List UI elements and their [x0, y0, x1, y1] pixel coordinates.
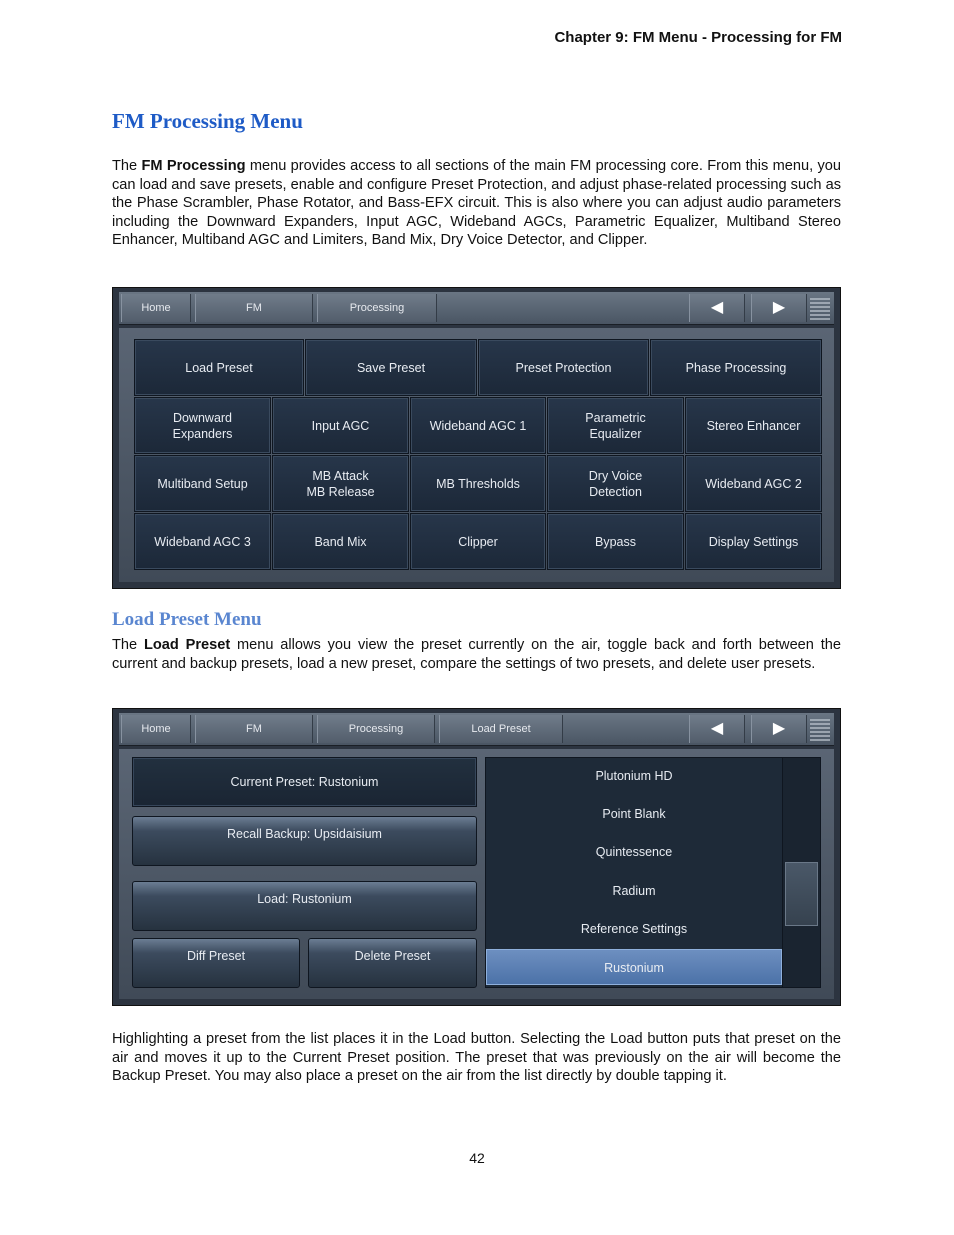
wideband-agc-1-button[interactable]: Wideband AGC 1 — [410, 397, 546, 454]
menu-lines-icon[interactable] — [810, 719, 830, 741]
button-grid-area — [119, 328, 834, 582]
load-preset-paragraph — [112, 636, 841, 673]
highlighting-paragraph: Highlighting a preset from the list places it in the Load button. Selecting the Load button puts that preset on the air and moves it up to the Current Preset position. The preset that was previously on the air will become the Backup Preset. You may also place a preset on the air from the list directly by double tapping it. — [112, 1031, 841, 1085]
wideband-agc-3-button[interactable]: Wideband AGC 3 — [134, 513, 271, 570]
para-bold: FM Processing — [141, 158, 246, 174]
load-button[interactable]: Load: Rustonium — [132, 881, 477, 931]
fm-processing-menu-heading: FM Processing Menu — [112, 109, 303, 133]
input-agc-button[interactable]: Input AGC — [272, 397, 409, 454]
forward-arrow-icon[interactable]: ▶ — [751, 294, 807, 322]
page-number: 42 — [469, 1150, 485, 1166]
list-item[interactable]: Point Blank — [602, 807, 666, 821]
scrollbar[interactable] — [782, 758, 820, 987]
clipper-button[interactable]: Clipper — [410, 513, 546, 570]
nav-bar — [119, 713, 834, 746]
back-arrow-icon[interactable]: ◀ — [689, 715, 745, 743]
preset-list[interactable] — [485, 757, 821, 988]
para-text: menu allows you view the preset currently on the air, toggle back and forth between the current and backup presets, load a new preset, compare the settings of two presets, and delete user presets. — [112, 637, 841, 672]
fm-processing-screenshot — [112, 287, 841, 589]
back-arrow-icon[interactable]: ◀ — [689, 294, 745, 322]
para-bold: Load Preset — [143, 637, 231, 653]
preset-protection-button[interactable]: Preset Protection — [478, 339, 649, 396]
nav-load-preset-tab[interactable]: Load Preset — [439, 715, 563, 743]
list-item[interactable]: Radium — [612, 884, 656, 898]
forward-arrow-icon[interactable]: ▶ — [751, 715, 807, 743]
mb-thresholds-button[interactable]: MB Thresholds — [410, 455, 546, 512]
delete-preset-button[interactable]: Delete Preset — [308, 938, 477, 988]
list-item-selected[interactable]: Rustonium — [486, 949, 782, 985]
fm-processing-paragraph — [112, 157, 841, 250]
downward-expanders-button[interactable]: Downward Expanders — [134, 397, 271, 454]
display-settings-button[interactable]: Display Settings — [685, 513, 822, 570]
parametric-equalizer-button[interactable]: Parametric Equalizer — [547, 397, 684, 454]
nav-fm-tab[interactable]: FM — [195, 715, 313, 743]
load-preset-area — [119, 749, 834, 999]
nav-bar — [119, 292, 834, 325]
list-item[interactable]: Plutonium HD — [595, 769, 673, 783]
chapter-header: Chapter 9: FM Menu - Processing for FM — [554, 29, 842, 46]
scrollbar-thumb[interactable] — [785, 862, 818, 926]
mb-attack-release-button[interactable]: MB Attack MB Release — [272, 455, 409, 512]
nav-processing-tab[interactable]: Processing — [317, 715, 435, 743]
list-item[interactable]: Reference Settings — [580, 922, 688, 936]
nav-home-tab[interactable]: Home — [121, 294, 191, 322]
current-preset-display: Current Preset: Rustonium — [132, 757, 477, 807]
save-preset-button[interactable]: Save Preset — [305, 339, 477, 396]
para-text: The — [112, 637, 144, 653]
band-mix-button[interactable]: Band Mix — [272, 513, 409, 570]
para-text: menu provides access to all sections of the main FM processing core. From this menu, you can load and save presets, enable and configure Preset Protection, and adjust phase-related processing such as the Phase Scrambler, Phase Rotator, and Bass-EFX circuit. This is also where you can adjust audio parameters including the Downward Expanders, Input AGC, Wideband AGCs, Parametric Equalizer, Multiband Stereo Enhancer, Multiband AGC and Limiters, Band Mix, Dry Voice Detector, and Clipper. — [112, 158, 842, 249]
load-preset-button[interactable]: Load Preset — [134, 339, 304, 396]
nav-processing-tab[interactable]: Processing — [317, 294, 437, 322]
diff-preset-button[interactable]: Diff Preset — [132, 938, 300, 988]
bypass-button[interactable]: Bypass — [547, 513, 684, 570]
stereo-enhancer-button[interactable]: Stereo Enhancer — [685, 397, 822, 454]
nav-fm-tab[interactable]: FM — [195, 294, 313, 322]
dry-voice-detection-button[interactable]: Dry Voice Detection — [547, 455, 684, 512]
recall-backup-button[interactable]: Recall Backup: Upsidaisium — [132, 816, 477, 866]
load-preset-menu-heading: Load Preset Menu — [112, 609, 262, 630]
load-preset-screenshot — [112, 708, 841, 1006]
list-item[interactable]: Quintessence — [595, 845, 673, 859]
phase-processing-button[interactable]: Phase Processing — [650, 339, 822, 396]
wideband-agc-2-button[interactable]: Wideband AGC 2 — [685, 455, 822, 512]
nav-home-tab[interactable]: Home — [121, 715, 191, 743]
menu-lines-icon[interactable] — [810, 298, 830, 320]
multiband-setup-button[interactable]: Multiband Setup — [134, 455, 271, 512]
para-text: The — [112, 158, 142, 174]
